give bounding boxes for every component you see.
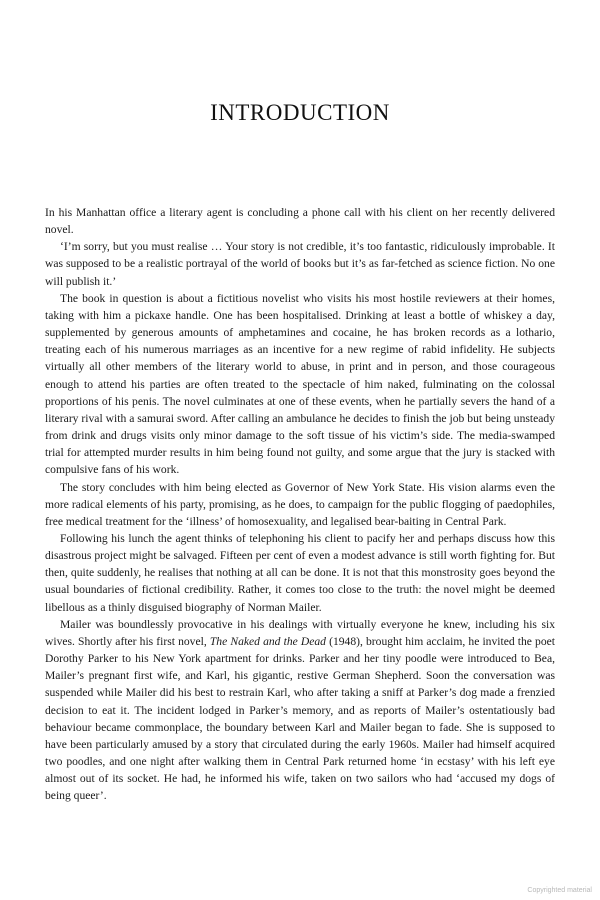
book-title-italic: The Naked and the Dead (209, 634, 326, 648)
copyright-watermark: Copyrighted material (527, 887, 592, 894)
paragraph-text: In his Manhattan office a literary agent is concluding a phone call with his client on her recently delivered novel. (45, 206, 555, 237)
paragraph-text: The book in question is about a fictitious novelist who visits his most hostile reviewers at their homes, taking with him a pickaxe handle. One has been hospitalised. Drinking at least a bottle of whiskey a day, supplemented by generous amounts of amphetamines and cocaine, he has broken records as a lothario, treating each of his numerous marriages as an incentive for a new regime of rabid infidelity. He subjects virtually all other members of the literary world to abuse, in print and in person, and those courageous enough to attend his parties are often treated to the spectacle of him naked, fulminating on the colossal proportions of his penis. The novel culminates at one of these events, when he partially severs the hand of a literary rival with a samurai sword. After calling an ambulance he decides to finish the job but being unsteady from drink and drugs visits only minor damage to the soft tissue of his victim’s side. The media-swamped trial for attempted murder results in him being found not guilty, and some argue that the jury is stacked with compulsive fans of his work. (45, 291, 555, 477)
body-text (45, 204, 555, 804)
paragraph-text: Following his lunch the agent thinks of telephoning his client to pacify her and perhaps discuss how this disastrous project might be salvaged. Fifteen per cent of even a modest advance is still worth fighting for. But then, quite suddenly, he realises that nothing at all can be done. It is not that this monstrosity goes beyond the usual boundaries of fictional credibility. Rather, it comes too close to the truth: the novel might be deemed libellous as a thinly disguised biography of Norman Mailer. (45, 531, 555, 614)
paragraph-text: Mailer was boundlessly provocative in his dealings with virtually everyone he knew, including his six wives. Shortly after his first novel, (45, 617, 555, 648)
paragraph (45, 479, 555, 530)
paragraph (45, 204, 555, 238)
paragraph (45, 238, 555, 289)
paragraph-text: ‘I’m sorry, but you must realise … Your story is not credible, it’s too fantastic, ridiculously improbable. It was supposed to be a realistic portrayal of the world of books but it’s as far-fetched as science fiction. No one will publish it.’ (45, 240, 555, 288)
chapter-title: INTRODUCTION (210, 100, 390, 125)
paragraph (45, 290, 555, 479)
paragraph-text: (1948), brought him acclaim, he invited the poet Dorothy Parker to his New York apartment for drinks. Parker and her tiny poodle were introduced to Bea, Mailer’s pregnant first wife, and Karl, his gigantic, restive German Shepherd. Soon the conversation was suspended while Mailer did his best to restrain Karl, who after taking a sniff at Parker’s dog made a frenzied decision to eat it. The incident lodged in Parker’s memory, and as reports of Mailer’s ostentatiously bad behaviour became commonplace, the boundary between Karl and Mailer began to fade. She is supposed to have been particularly amused by a story that circulated during the early 1960s. Mailer had himself acquired two poodles, and one night after walking them in Central Park returned home ‘in ecstasy’ with his left eye almost out of its socket. He had, he informed his wife, taken on two sailors who had ‘accused my dogs of being queer’. (45, 634, 555, 803)
paragraph (45, 530, 555, 616)
paragraph-text: The story concludes with him being elected as Governor of New York State. His vision alarms even the more radical elements of his party, promising, as he does, to campaign for the public flogging of paedophiles, free medical treatment for the ‘illness’ of homosexuality, and legalised bear-baiting in Central Park. (45, 480, 555, 528)
paragraph (45, 616, 555, 805)
